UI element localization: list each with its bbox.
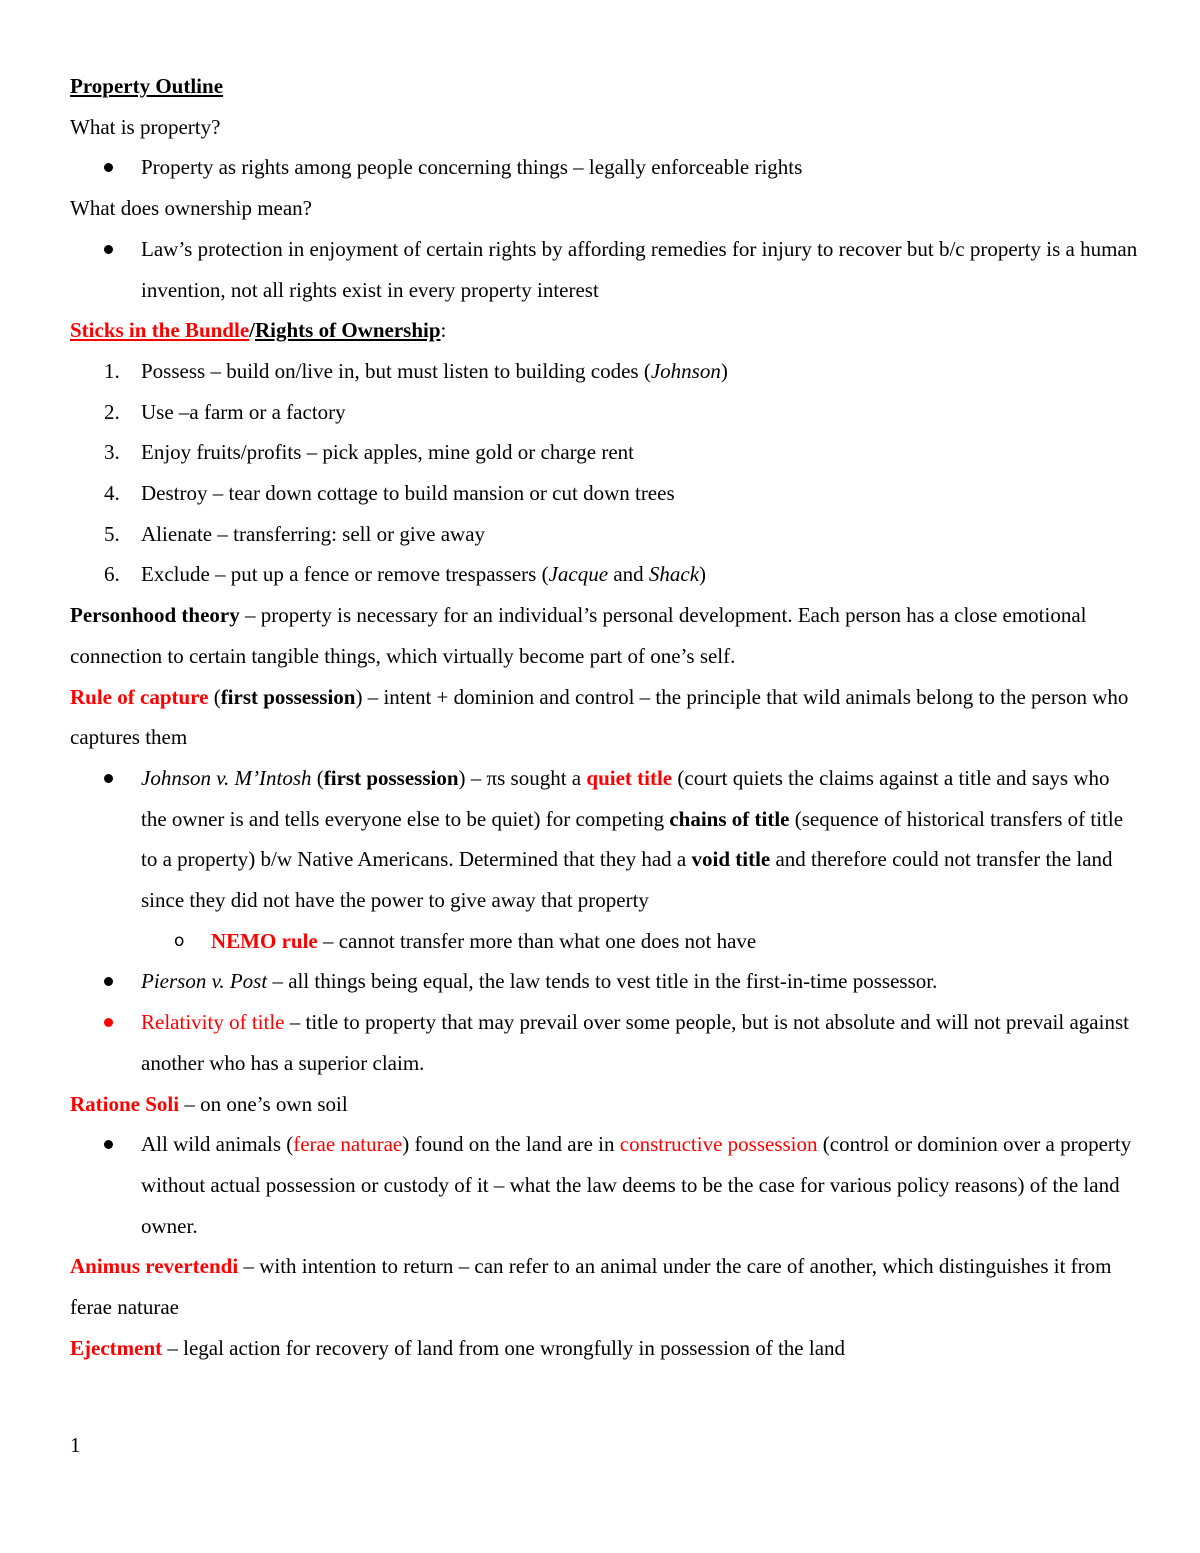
- list-item: 4. Destroy – tear down cottage to build mansion or cut down trees: [104, 481, 675, 506]
- bullet-icon: [104, 977, 113, 986]
- list-item: Pierson v. Post – all things being equal, the law tends to vest title in the first-in-time possessor.: [70, 961, 1140, 1002]
- sub-bullet-icon: o: [174, 930, 185, 951]
- bullet-icon: [104, 1018, 113, 1027]
- sticks-heading-red: Sticks in the Bundle: [70, 318, 250, 343]
- ejectment: Ejectment – legal action for recovery of land from one wrongfully in possession of the land: [70, 1335, 846, 1360]
- ratione-soli: Ratione Soli – on one’s own soil: [70, 1091, 348, 1116]
- rule-of-capture: Rule of capture (first possession) – intent + dominion and control – the principle that wild animals belong to the person who captures them: [70, 684, 1129, 750]
- list-item: 1. Possess – build on/live in, but must listen to building codes (Johnson): [104, 358, 728, 383]
- bullet-icon: [104, 1140, 113, 1149]
- animus-revertendi: Animus revertendi – with intention to return – can refer to an animal under the care of another, which distinguishes it from ferae naturae: [70, 1254, 1112, 1320]
- list-item: Johnson v. M’Intosh (first possession) – πs sought a quiet title (court quiets the claims against a title and says who the owner is and tells everyone else to be quiet) for competing chains of title (sequence of historical transfers of title to a property) b/w Native Americans. Determined that they had a void title and therefore could not transfer the land since they did not have the power to give away that property: [70, 758, 1140, 921]
- sticks-heading-black: Rights of Ownership: [254, 318, 441, 343]
- list-item: 2. Use –a farm or a factory: [104, 399, 346, 424]
- sticks-heading: Sticks in the Bundle/Rights of Ownership:: [70, 318, 447, 343]
- list-item: 5. Alienate – transferring: sell or give away: [104, 521, 486, 546]
- list-item: o NEMO rule – cannot transfer more than what one does not have: [70, 921, 1140, 962]
- bullet-icon: [104, 774, 113, 783]
- question-what-is-property: What is property?: [70, 114, 221, 139]
- page-number: 1: [70, 1433, 81, 1457]
- document-body: [70, 66, 1140, 1369]
- bullet-icon: [104, 163, 113, 172]
- list-item: Relativity of title – title to property that may prevail over some people, but is not absolute and will not prevail against another who has a superior claim.: [70, 1002, 1140, 1083]
- list-item: All wild animals (ferae naturae) found on the land are in constructive possession (control or dominion over a property without actual possession or custody of it – what the law deems to be the case for various policy reasons) of the land owner.: [70, 1124, 1140, 1246]
- bullet-icon: [104, 245, 113, 254]
- list-item: Property as rights among people concerning things – legally enforceable rights: [70, 147, 1140, 188]
- document-title: Property Outline: [70, 74, 224, 98]
- question-ownership: What does ownership mean?: [70, 196, 313, 221]
- list-item: 6. Exclude – put up a fence or remove trespassers (Jacque and Shack): [104, 562, 707, 587]
- personhood-theory: Personhood theory – property is necessary for an individual’s personal development. Each person has a close emotional connection to certain tangible things, which virtually become part of one’s self.: [70, 603, 1087, 668]
- list-item: Law’s protection in enjoyment of certain rights by affording remedies for injury to recover but b/c property is a human invention, not all rights exist in every property interest: [70, 229, 1140, 310]
- list-item: 3. Enjoy fruits/profits – pick apples, mine gold or charge rent: [104, 440, 634, 465]
